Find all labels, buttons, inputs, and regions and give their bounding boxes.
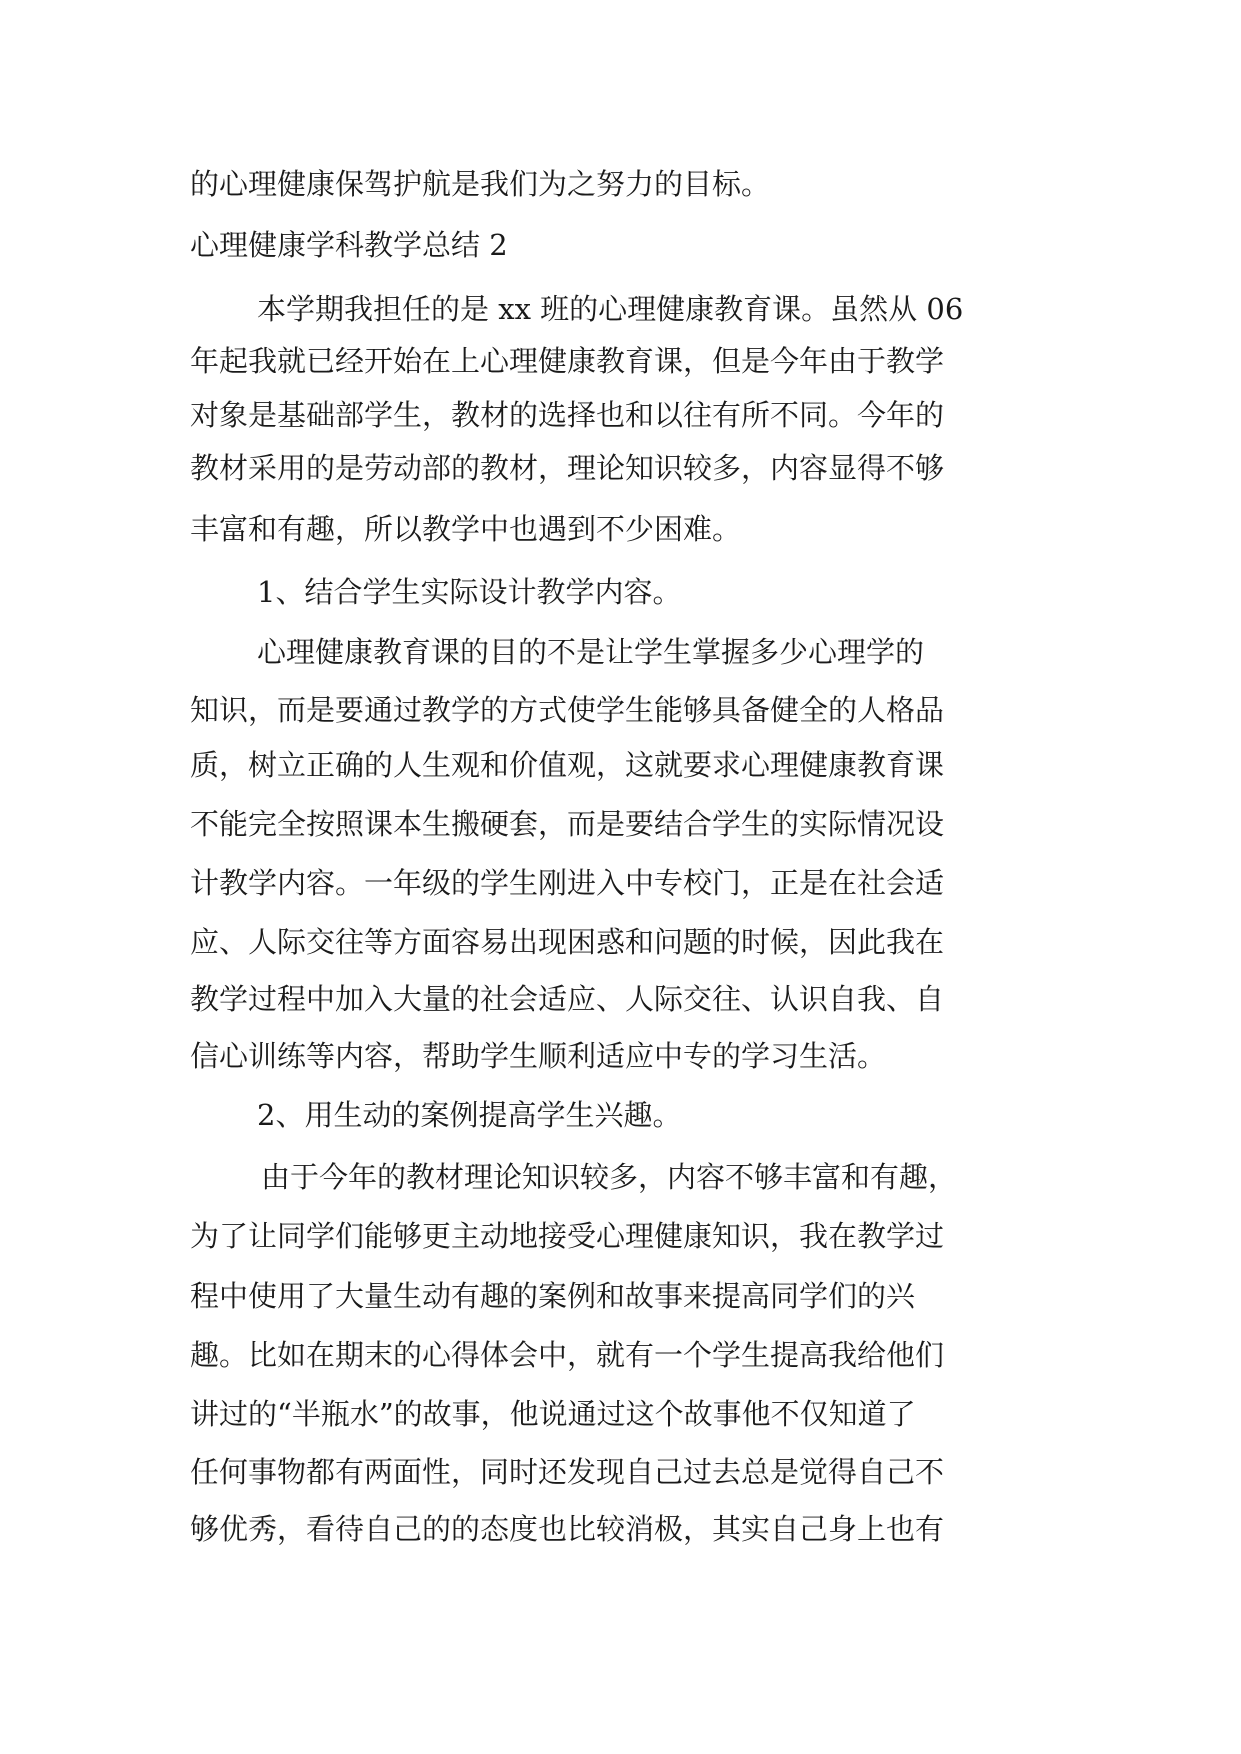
paragraph-point-1-line: 信心训练等内容，帮助学生顺利适应中专的学习生活。	[190, 1039, 887, 1073]
paragraph-point-2-line: 讲过的“半瓶水”的故事，他说通过这个故事他不仅知道了	[190, 1397, 916, 1431]
paragraph-point-2-line: 任何事物都有两面性，同时还发现自己过去总是觉得自己不	[190, 1455, 945, 1489]
paragraph-intro-line: 本学期我担任的是 xx 班的心理健康教育课。虽然从 06	[257, 292, 964, 326]
paragraph-point-2-line: 为了让同学们能够更主动地接受心理健康知识，我在教学过	[190, 1219, 945, 1253]
subheading-point-1: 1、结合学生实际设计教学内容。	[257, 575, 682, 609]
paragraph-point-1-line: 知识，而是要通过教学的方式使学生能够具备健全的人格品	[190, 693, 945, 727]
paragraph-intro-line: 对象是基础部学生，教材的选择也和以往有所不同。今年的	[190, 398, 945, 432]
paragraph-point-1-line: 不能完全按照课本生搬硬套，而是要结合学生的实际情况设	[190, 807, 945, 841]
paragraph-point-2-line: 够优秀，看待自己的的态度也比较消极，其实自己身上也有	[190, 1512, 945, 1546]
paragraph-intro-line: 教材采用的是劳动部的教材，理论知识较多，内容显得不够	[190, 451, 945, 485]
paragraph-point-2-line: 趣。比如在期末的心得体会中，就有一个学生提高我给他们	[190, 1338, 945, 1372]
subheading-point-2: 2、用生动的案例提高学生兴趣。	[257, 1098, 682, 1132]
paragraph-point-1-line: 应、人际交往等方面容易出现困惑和问题的时候，因此我在	[190, 925, 945, 959]
paragraph-point-2-line: 由于今年的教材理论知识较多，内容不够丰富和有趣，	[261, 1160, 958, 1194]
paragraph-point-1-line: 心理健康教育课的目的不是让学生掌握多少心理学的	[257, 635, 925, 669]
section-heading: 心理健康学科教学总结 2	[190, 228, 508, 262]
paragraph-point-1-line: 计教学内容。一年级的学生刚进入中专校门，正是在社会适	[190, 866, 945, 900]
paragraph-continuation-line: 的心理健康保驾护航是我们为之努力的目标。	[190, 167, 771, 201]
paragraph-intro-line: 年起我就已经开始在上心理健康教育课，但是今年由于教学	[190, 344, 945, 378]
paragraph-intro-line: 丰富和有趣，所以教学中也遇到不少困难。	[190, 512, 742, 546]
paragraph-point-2-line: 程中使用了大量生动有趣的案例和故事来提高同学们的兴	[190, 1279, 916, 1313]
paragraph-point-1-line: 质，树立正确的人生观和价值观，这就要求心理健康教育课	[190, 748, 945, 782]
paragraph-point-1-line: 教学过程中加入大量的社会适应、人际交往、认识自我、自	[190, 982, 945, 1016]
